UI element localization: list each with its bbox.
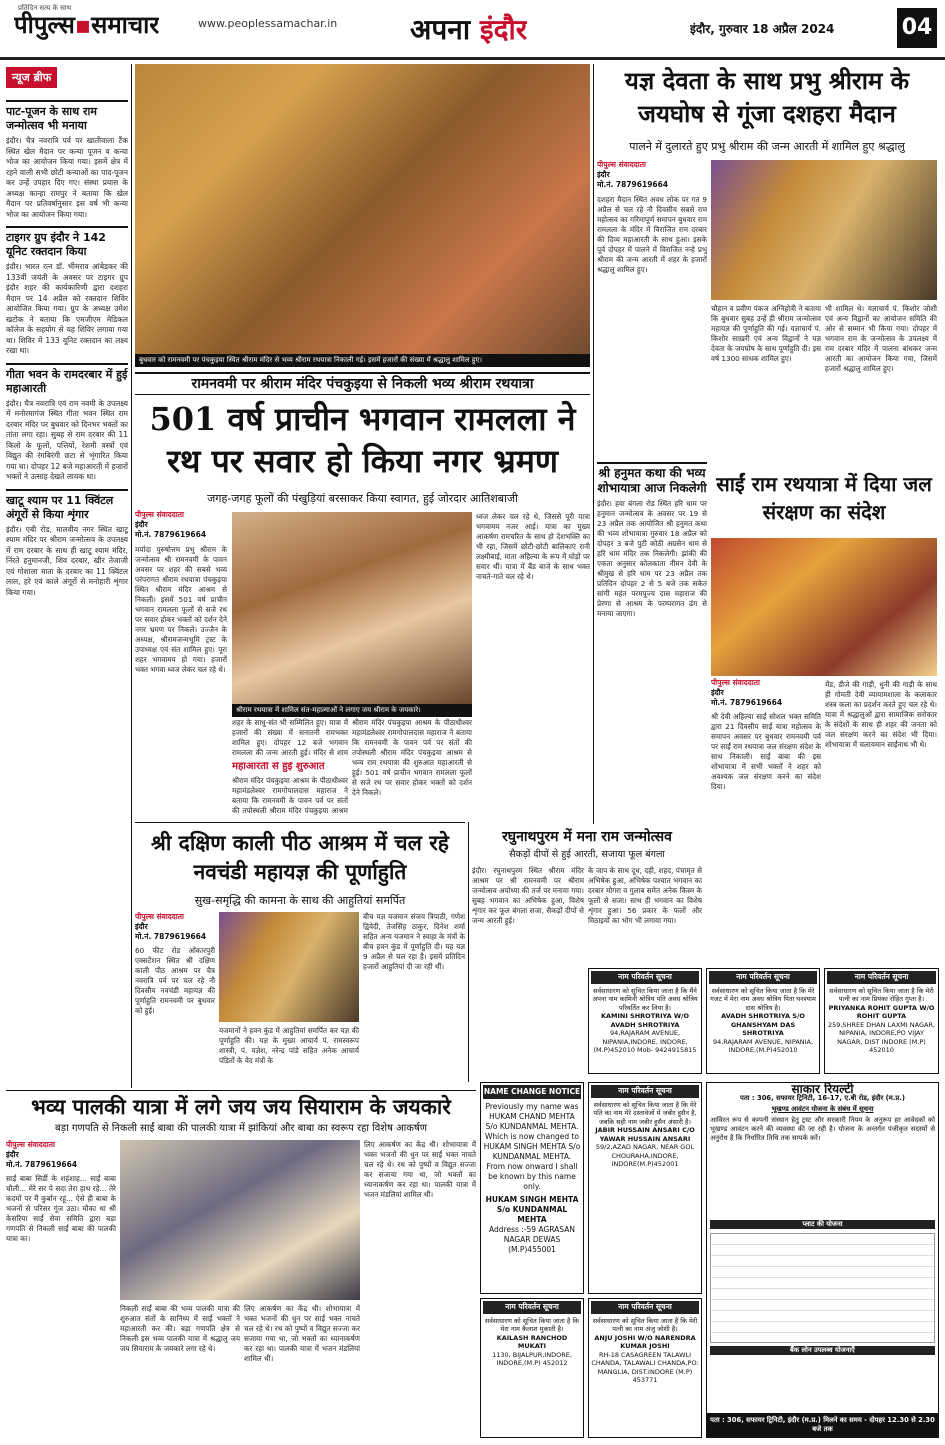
sai-body-col1: श्री देवी अहिल्या साईं सोशल भक्त समिति द्वारा 21 दिवसीय साईं यात्रा महोत्सव के समापन अवसर पर बुधवार रामनवमी पर्व पर साईं राम रथयात्रा जल संरक्षण संदेश के साथ निकाली। साईं बाबा की इस शोभायात्रा में सभी भक्तों ने शहर को अवश्यक जल संरक्षण करने का संदेश दिया।: [711, 712, 821, 791]
notice-box: [824, 968, 939, 1074]
lead-kicker: रामनवमी पर श्रीराम मंदिर पंचकुइया से निकली भव्य श्रीराम रथयात्रा: [135, 372, 590, 395]
notice-title: नाम परिवर्तन सूचना: [591, 1085, 699, 1098]
notice-name: PRIYANKA ROHIT GUPTA W/O ROHIT GUPTA: [828, 1003, 935, 1020]
byline-mobile: मो.नं. 7879619664: [135, 932, 207, 941]
byline-mobile: मो.नं. 7879619664: [711, 698, 783, 707]
yagya-photo: [711, 160, 937, 300]
lead-byline: [135, 510, 227, 540]
lead-inset-photo: [232, 512, 472, 712]
logo-part1: पीपुल्स: [14, 10, 75, 39]
raghu-body-col2: के जाप के साथ दूध, दही, शहद, पंचामृत से अभिषेक हुआ, अभिषेक पश्चात भगवान का दरबार मोगरा व गुलाब समेत अनेक किस्म के फूलों से सजा। साथ ही भगवान का विशेष शृंगार हुआ। 56 प्रकार के फलों और मिठाइयों का भोग भी लगाया गया।: [588, 866, 702, 925]
palki-deck: बड़ा गणपति से निकली साईं बाबा की पालकी यात्रा में झांकियां और बाबा का स्वरूप रहा विशेष आकर्षण: [55, 1123, 427, 1134]
section-word: अपना: [410, 13, 471, 46]
website-url[interactable]: www.peoplessamachar.in: [198, 17, 338, 30]
brief-text: इंदौर। एबी रोड, मालवीय नगर स्थित खाटू श्याम मंदिर पर श्रीराम जन्मोत्सव के उपलक्ष्य में राम दरबार के साथ ही खाटू श्याम मंदिर, निंरते हनुमानजी, शिव दरबार, खीर तेजाजी एवं गोशाला माता के दरबार का 11 क्विंटल लाल, हरे एवं काले अंगूरों से मनोहारी शृंगार किया गया।: [6, 524, 128, 597]
notice-name: HUKAM SINGH MEHTA S/o KUNDANMAL MEHTA: [485, 1195, 579, 1224]
notice-address: 259,SHREE DHAN LAXMI NAGAR, NIPANIA, INDORE,PO VIJAY NAGAR, DIST INDORE (M.P) 452010: [827, 1020, 936, 1054]
notice-address: RH-18 CASAGREEN TALAWLI CHANDA, TALAWALI CHANDA,PO: MANGLIA, DIST.INDORE (M.P) 453771: [591, 1350, 699, 1384]
notice-box: [480, 1298, 584, 1438]
notice-box: [588, 968, 702, 1074]
byline-city: इंदौर: [597, 170, 610, 179]
hanuman-story: [597, 462, 707, 809]
notice-text: सर्वसाधारण को सूचित किया जाता है कि मेरे गजट में मेरा नाम अवध श्रोत्रिय पिता घनश्याम दास श्रोत्रिय है।: [710, 986, 816, 1012]
realty-subtitle: भूखण्ड आवंटन योजना के संबंध में सूचना: [771, 1105, 874, 1113]
logo[interactable]: [14, 8, 159, 41]
raghu-headline: रघुनाथपुरम में मना राम जन्मोत्सव: [502, 829, 672, 845]
kali-body-col3: बीच यज्ञ यजमान संजय त्रिपाठी, गणेश द्विवेदी, तेजसिंह ठाकुर, दिनेश शर्मा सहित अन्य यजमान ने स्वाहा के मंत्रों के बीच हवन कुंड में पूर्णाहुति दी। यह यज्ञ 9 अप्रैल से चल रहा है। इसमें प्रतिदिन हजारों आहुतियां दी जा रही थीं।: [363, 912, 465, 971]
yagya-body-col3: भी शामिल थे। यज्ञाचार्य पं. किशोर जोशी एवं अन्य विद्वानों का आयोजन समिति की ओर से सम्मान भी किया गया। दोपहर में भगवान राम के जन्मोत्सव के उपलक्ष्य में राम दरबार मंदिर में पालना बांधकर जन्म आरती का आयोजन किया गया, जिसमें हजारों श्रद्धालु शामिल हुए।: [825, 304, 937, 373]
realty-scheme: प्लाट की योजना: [710, 1220, 935, 1229]
logo-tagline: प्रतिदिन सत्य के साथ: [18, 4, 72, 12]
section-rule: [135, 822, 465, 823]
notice-name: KAMINI SHROTRIYA W/O AVADH SHROTRIYA: [600, 1012, 690, 1029]
byline-city: इंदौर: [135, 922, 148, 931]
realty-ad: [706, 1082, 939, 1438]
section-title: [410, 10, 527, 48]
news-brief-column: [6, 66, 128, 1088]
yagya-body-col2: चौहान व प्रवीण पंकज अग्निहोत्री ने बताया कि बुधवार सुबह उन्हें ही श्रीराम जन्मोत्सव महायज्ञ की पूर्णाहुति की गई। यज्ञाचार्य पं. किशोर साख़री एवं अन्य विद्वानों ने यज्ञ देवता के जयघोष के साथ पूर्णाहुति दी। इस वर्ष 1300 साधक शामिल हुए।: [711, 304, 821, 363]
palki-headline: भव्य पालकी यात्रा में लगे जय जय सियाराम के जयकारे: [31, 1094, 451, 1119]
column-rule: [468, 822, 469, 1082]
section-city: इंदौर: [479, 13, 528, 46]
column-rule: [131, 64, 132, 1088]
notice-title: नाम परिवर्तन सूचना: [709, 971, 817, 984]
kali-photo: [219, 912, 359, 1022]
page-number: 04: [897, 8, 937, 48]
realty-footer: पता : 306, सफायर ट्रिनिटी, इंदौर (म.प्र.) मिलने का समय - दोपहर 12.30 से 2.30 बजे तक: [707, 1413, 938, 1437]
masthead: [0, 0, 945, 60]
byline-name: पीपुल्स संवाददाता: [711, 678, 760, 687]
brief-text: इंदौर। चैत्र नवरात्रि एवं राम नवमी के उपलक्ष्य में मनोरमागंज स्थित गीता भवन स्थित राम दरबार मंदिर पर बुधवार को दिनभर भक्तों का तांता लगा रहा। सुबह से राम दरबार की 11 किलो के फूलों, पत्तियों, रेशमी वस्त्रों एवं विद्युत की रंगबिरंगी छटा से भृंगारित किया गया था। दोपहर 12 बजे महाआरती में हजारों भक्तों ने उत्साह देखते लायक था।: [6, 398, 128, 481]
notice-title: NAME CHANGE NOTICE: [483, 1085, 581, 1099]
lead-deck: जगह-जगह फूलों की पंखुड़ियां बरसाकर किया स्वागत, हुई जोरदार आतिशबाजी: [207, 492, 518, 505]
brief-title: खाटू श्याम पर 11 क्विंटल अंगूरों से किया शृंगार: [6, 489, 128, 522]
brief-title: पाट-पूजन के साथ राम जन्मोत्सव भी मनाया: [6, 100, 128, 133]
notice-name: JABIR HUSSAIN ANSARI C/O YAWAR HUSSAIN ANSARI: [595, 1126, 695, 1143]
brief-text: इंदौर। भारत रत्न डॉ. भीमराव आंबेडकर की 133वीं जयंती के अवसर पर टाइगर ग्रुप इंदौर शहर की कार्यकारिणी द्वारा दशहरा मैदान पर 14 अप्रैल को रक्तदान शिविर आयोजित किया गया। ग्रुप के अध्यक्ष उमेश खटोक ने बताया कि एमजीएम मेडिकल कॉलेज के सहयोग से यह शिविर लगाया गया था। शिविर में 133 यूनिट रक्तदान का लक्ष्य रखा था।: [6, 262, 128, 355]
name-change-notice: [480, 1082, 584, 1294]
byline-mobile: मो.नं. 7879619664: [135, 530, 207, 539]
byline-name: पीपुल्स संवाददाता: [135, 912, 184, 921]
sai-headline: साईं राम रथयात्रा में दिया जल संरक्षण का संदेश: [716, 472, 932, 524]
kali-body-col2: यजमानों ने हवन कुंड में आहुतियां समर्पित कर यज्ञ की पूर्णाहुति की। यज्ञ के मुख्य आचार्य पं. रामस्वरूप शास्त्री, पं. यज्ञेश, नरेन्द्र पांडे सहित अनेक आचार्य पंडितों के वेद मंत्रों के: [219, 1026, 359, 1065]
notice-box: [706, 968, 820, 1074]
hanuman-text: इंदौर। हवा बंगला रोड स्थित हरि धाम पर हनुमान जन्मोत्सव के अवसर पर 19 से 23 अप्रैल तक आयोजित श्री हनुमत कथा की भव्य शोभायात्रा गुरुवार 18 अप्रैल को दोपहर 3 बजे पुटी कोठी अग्रसेन धाम से हरि धाम मंदिर तक निकलेगी। झांकी की एकता अनुसार कोलकाता नीमन देवी के श्रीमुख से हरि धाम पर 23 अप्रैल तक प्रतिदिन दोपहर 2 से 5 बजे तक सकेत सांगी महंत परमपूज्य दास महाराज की प्रेरणा से आश्रम के परम्परागत ढंग से मनाया जाएगा।: [597, 499, 707, 618]
section-rule: [6, 1090, 476, 1091]
palki-body-col3: लिए आकर्षण का केंद्र थी। शोभायात्रा में भक्त भजनों की धुन पर साईं भक्त नाचते चल रहे थे। रथ को पुष्पों व विद्युत सज्जा कर सजाया गया था, जो भक्तों का ध्यानाकर्षण कर रहा था। पालकी यात्रा में भजन मंडलियां शामिल थीं।: [244, 1304, 360, 1363]
notice-address: 94,RAJARAM AVENUE, NIPANIA,INDORE, INDORE,(M.P)452010 Mob- 9424915815: [593, 1029, 697, 1054]
yagya-byline: [597, 160, 707, 190]
byline-city: इंदौर: [711, 688, 724, 697]
notice-address: 1130, BIJALPUR,INDORE, INDORE,(M.P) 452012: [492, 1350, 572, 1367]
byline-city: इंदौर: [6, 1150, 19, 1159]
lead-photo-caption: बुधवार को रामनवमी पर पंचकुइया स्थित श्रीराम मंदिर से भव्य श्रीराम रथयात्रा निकाली गई। इसमें हजारों की संख्या में श्रद्धालु शामिल हुए।: [135, 354, 590, 367]
palki-body-col1: साईं बाबा सिर्डी के शहंशाह... साईं बाबा चौली... मेरे सर पे सदा तेरा हाथ रहे... तेरे कदमों पर मैं कुर्बान रहूं... ऐसे ही बाबा के भजनों से परिसर गूंज उठा। मौका था श्री केसरिया साईं सेवा समिति द्वारा बड़ा गणपति से निकली साईं बाबा की पालकी यात्रा का।: [6, 1174, 116, 1243]
sai-photo: [711, 538, 937, 676]
palki-photo: [120, 1140, 360, 1300]
realty-address: पता : 306, सफायर ट्रिनिटी, 16-17, ए.बी रोड, इंदौर (म.प्र.): [740, 1094, 905, 1102]
notice-name: ANJU JOSHI W/O NARENDRA KUMAR JOSHI: [594, 1333, 696, 1350]
lead-body-col2b: श्रीराम मंदिर पंचकुइया आश्रम के पीठाधीश्वर महामंडलेश्वर रामगोपालदास महाराज ने बताया कि रामनवमी के पावन पर्व पर संतों की तपोस्थली श्रीराम मंदिर पंचकुइया आश्रम: [232, 776, 348, 815]
realty-table: [710, 1233, 935, 1343]
notice-text: Previously my name was HUKAM CHAND MEHTA S/o KUNDANMAL MEHTA. Which is now changed to HUKAM SINGH MEHTA S/o KUNDANMAL MEHTA. From now onward I shall be known by this name only.: [483, 1102, 581, 1191]
brief-title: टाइगर ग्रुप इंदौर ने 142 यूनिट रक्तदान किया: [6, 226, 128, 259]
notice-text: सर्वसाधारण को सूचित किया जाता है कि मेरी पत्नी का नाम प्रियंका रोहित गुप्ता है।: [829, 986, 934, 1003]
raghu-deck: सैकड़ों दीपों से हुई आरती, सजाया फूल बंगला: [509, 849, 665, 860]
notice-title: नाम परिवर्तन सूचना: [591, 1301, 699, 1314]
byline-mobile: मो.नं. 7879619664: [597, 180, 669, 189]
kali-body-col1: 60 फीट रोड ओंकारपुरी एक्सटेंशन स्थित श्री दक्षिण काली पीठ आश्रम पर चैत्र नवरात्रि पर्व पर चल रहे नौ दिवसीय नवचंडी महायज्ञ की पूर्णाहुति रामनवमी पर बुधवार को हुई।: [135, 946, 215, 1015]
yagya-headline: यज्ञ देवता के साथ प्रभु श्रीराम के जयघोष से गूंजा दशहरा मैदान: [624, 66, 910, 128]
realty-title: साकार रियल्टी: [791, 1082, 854, 1096]
notice-title: नाम परिवर्तन सूचना: [591, 971, 699, 984]
notice-title: नाम परिवर्तन सूचना: [483, 1301, 581, 1314]
brief-text: इंदौर। चैत्र नवरात्रि पर्व पर खातीवाला टैंक स्थित खेल मैदान पर कन्या पूजन व कन्या भोज का आयोजन किया गया। इसमें क्षेत्र में रहने वाली सभी छोटी कन्याओं का पाद-पूजन कर उन्हें उपहार दिए गए। संस्था प्रयास के अध्यक्ष कान्हा रामपुर ने बताया कि खेल मैदान पर प्रतिवर्षानुसार इस वर्ष भी कन्या भोज का आयोजन किया गया।: [6, 136, 128, 219]
news-brief-tag: न्यूज ब्रीफ: [6, 67, 57, 88]
notice-text: सर्वसाधारण को सूचित किया जाता है कि मेरे पति का नाम मेरे दस्तावेजों में जबीर हुसैन है, जबकि सही नाम जबीर हुसैन अंसारी है।: [593, 1100, 697, 1126]
notice-box: [588, 1298, 702, 1438]
byline-name: पीपुल्स संवाददाता: [135, 510, 184, 519]
lead-subhead: महाआरती से हुई शुरुआत: [232, 762, 325, 772]
sai-body-col2: मेंड, डीजे की गाड़ी, धुनी की गाड़ी के साथ ही गोमती देवी व्यायामशाला के कलाकार शस्त्र कला का प्रदर्शन करते हुए चल रहे थे। यात्रा में श्रद्धालुओं द्वारा सामाजिक सरोकार के संदेशों के साथ ही शहर की जनता को जल संरक्षण करने का संदेश भी दिया। शोभायात्रा में चलायमान साईंनाथ भी थे।: [825, 680, 937, 749]
lead-inset-caption: श्रीराम रथयात्रा में शामिल संत-महात्माओं ने लगाए जय श्रीराम के जयकारे।: [232, 704, 472, 717]
lead-body-col1: मर्यादा पुरुषोत्तम प्रभु श्रीराम के जन्मोत्सव श्री रामनवमी के पावन अवसर पर शहर की सबसे भव्य परंपरागत श्रीराम रथयात्रा पंचकुइया स्थित श्रीराम मंदिर आश्रम से निकली। इसमें 501 वर्ष प्राचीन भगवान रामलला फूलों से सजे रथ पर सवार होकर भक्तों को दर्शन देने नगर भ्रमण पर निकले। उज्जैन के अध्यक्ष, श्रीरामजन्मभूमि ट्रस्ट के उपाध्यक्ष एवं संत शामिल हुए। पूरा शहर भगवामय हो गया। हजारों भक्त भगवा ध्वज लेकर चल रहे थे।: [135, 545, 227, 674]
kali-headline: श्री दक्षिण काली पीठ आश्रम में चल रहे नवचंडी महायज्ञ की पूर्णाहुति: [151, 830, 449, 884]
raghu-body-col1: इंदौर। रघुनाथपुरम स्थित श्रीराम मंदिर आश्रम पर श्री रामनवमी पर श्रीराम जन्मोत्सव अयोध्या की तर्ज पर मनाया गया। सुबह भगवान का अभिषेक हुआ, विशेष शृंगार कर फूल बंगला सजा, सैकड़ों दीपों से जन्म आरती हुई।: [472, 866, 584, 925]
kali-deck: सुख-समृद्धि की कामना के साथ की आहुतियां समर्पित: [194, 894, 406, 907]
notice-name: AVADH SHROTRIYA S/O GHANSHYAM DAS SHROTRIYA: [721, 1012, 805, 1037]
byline-name: पीपुल्स संवाददाता: [6, 1140, 55, 1149]
sai-byline: [711, 678, 821, 708]
lead-body-col3: श्रीराम मंदिर पंचकुइया आश्रम के पीठाधीश्वर महामंडलेश्वर रामगोपालदास महाराज ने बताया कि रामनवमी के पावन पर्व पर संतों की तपोस्थली श्रीराम मंदिर पंचकुइया आश्रम से भव्य राम रथयात्रा की शुरुआत महाआरती से हुई। 501 वर्ष प्राचीन भगवान रामलला फूलों से सजे रथ पर सवार होकर भक्तों को दर्शन देने निकले।: [352, 718, 472, 797]
notice-box: [588, 1082, 702, 1294]
palki-byline: [6, 1140, 116, 1170]
yagya-body-col1: दशहरा मैदान स्थित अवध लोक पर गत 9 अप्रैल से चल रहे नौ दिवसीय सबसे राम महोत्सव का गरिमापूर्ण समापन बुधवार राम रामलला के मंदिर में विराजित राम दरबार की दिव्य महाआरती के साथ हुआ। इसके पूर्व दोपहर में पालने में विराजित नन्हे प्रभु श्रीराम की जन्म आरती में शहर के हजारों श्रद्धालु शामिल हुए।: [597, 195, 707, 274]
lead-photo: [135, 64, 590, 360]
lead-body-col4: ध्वज लेकर चल रहे थे, जिससे पूरी यात्रा भगवामय नजर आई। यात्रा का मुख्य आकर्षण रामचरित के साथ हो देशभक्ति का भी रहा, जिसमें छोटी-छोटी बालिकाएं रानी लक्ष्मीबाई, माता अहिल्या के रूप में घोड़ों पर सवार थीं। यात्रा में बैंड बाजे के साथ भक्त नाचते-गाते चल रहे थे।: [476, 512, 590, 581]
notice-text: सर्वसाधारण को सूचित किया जाता है कि मैंने अपना नाम कामिनी श्रोत्रिय पति अवध श्रोत्रिय परिवर्तित कर लिया है।: [592, 986, 698, 1012]
notice-address: Address :-59 AGRASAN NAGAR DEWAS (M.P)455001: [489, 1225, 575, 1254]
notice-text: सर्वसाधारण को सूचित किया जाता है कि मेरा नाम कैलाश मुकाती है।: [484, 1316, 580, 1333]
hanuman-title: श्री हनुमत कथा की भव्य शोभायात्रा आज निकलेगी: [597, 466, 707, 495]
issue-date: इंदौर, गुरुवार 18 अप्रैल 2024: [690, 22, 835, 36]
palki-body-col2: निकली साईं बाबा की भव्य पालकी यात्रा की शुरुआत संतों के सानिध्य में साईं भक्तों ने महाआरती कर की। बड़ा गणपति क्षेत्र से निकली इस भव्य पालकी यात्रा में श्रद्धालु जय जय सियाराम के जयकारे लगा रहे थे।: [120, 1304, 240, 1353]
notice-title: नाम परिवर्तन सूचना: [827, 971, 936, 984]
notice-name: KAILASH RANCHOD MUKATI: [496, 1333, 568, 1350]
logo-part2: समाचार: [91, 10, 160, 39]
lead-headline: 501 वर्ष प्राचीन भगवान रामलला ने रथ पर सवार हो किया नगर भ्रमण: [149, 400, 576, 480]
byline-city: इंदौर: [135, 520, 148, 529]
yagya-deck: पालने में दुलारते हुए प्रभु श्रीराम की जन्म आरती में शामिल हुए श्रद्धालु: [629, 140, 905, 153]
notice-text: सर्वसाधारण को सूचित किया जाता है कि मेरी पत्नी का नाम अंजु जोशी है।: [592, 1316, 698, 1333]
palki-body-col4: लिए आकर्षण का केंद्र थी। शोभायात्रा में भक्त भजनों की धुन पर साईं भक्त नाचते चल रहे थे। रथ को पुष्पों व विद्युत सज्जा कर सजाया गया था, जो भक्तों का ध्यानाकर्षण कर रहा था। पालकी यात्रा में भजन मंडलियां शामिल थीं।: [364, 1140, 476, 1199]
lead-body-col2: शहर के साधु-संत भी सम्मिलित हुए। यात्रा में हजारों की संख्या में सनातनी रामभक्त शामिल हुए। दोपहर 12 बजे भगवान रामलला की जन्म आरती हुई। मंदिर से शाम: [232, 718, 348, 757]
logo-dot: ▪: [74, 10, 92, 39]
byline-mobile: मो.नं. 7879619664: [6, 1160, 78, 1169]
brief-title: गीता भवन के रामदरबार में हुई महाआरती: [6, 363, 128, 396]
notice-address: 94,RAJARAM AVENUE, NIPANIA, INDORE,(M.P)452010: [712, 1037, 814, 1054]
byline-name: पीपुल्स संवाददाता: [597, 160, 646, 169]
column-rule: [593, 64, 594, 824]
notice-address: 59/2,AZAD NAGAR, NEAR GOL CHOURAHA,INDORE, INDORE(M.P)452001: [595, 1143, 695, 1168]
realty-table-title: बैंक लोन उपलब्ध योजनाएँ: [710, 1346, 935, 1355]
realty-text: आविरत रूप से कम्पनी संस्थान हेतु ट्रस्ट और सरकारी नियम के अनुरूप हर आवेदकों को भूखण्ड आवंटन करने की व्यवस्था की जा रही है। योजना के अन्तर्गत पंजीकृत सदस्यों से अनुरोध है कि निर्धारित तिथि तक सम्पर्क करें।: [710, 1116, 935, 1142]
